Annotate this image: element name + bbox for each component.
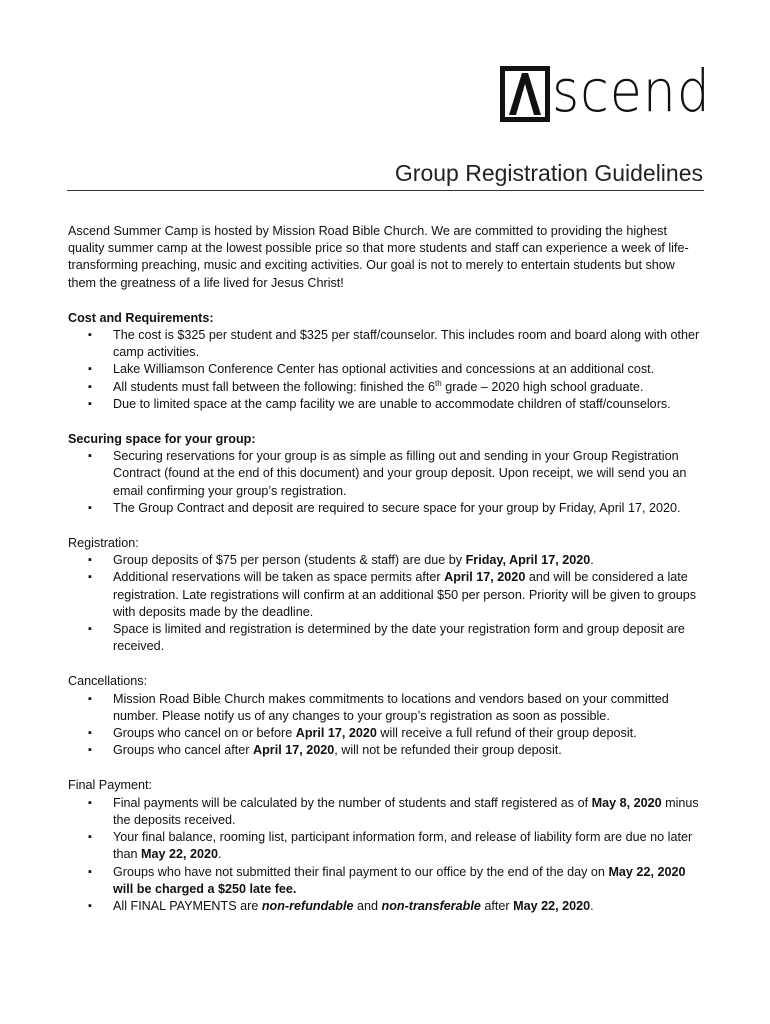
bold-date: May 22, 2020 xyxy=(141,847,219,862)
item-text: grade – 2020 high school graduate. xyxy=(441,379,644,394)
final-payment-list xyxy=(68,795,704,915)
item-text: Group deposits of $75 per person (students & staff) are due by xyxy=(113,553,466,568)
list-item xyxy=(68,864,704,898)
cost-list xyxy=(68,327,704,413)
bold-date: May 22, 2020 xyxy=(513,898,591,913)
list-item xyxy=(68,379,704,396)
cancellations-heading: Cancellations: xyxy=(68,674,148,689)
item-text: and xyxy=(353,898,382,913)
item-text: , will not be refunded their group deposit. xyxy=(334,743,562,758)
bold-date: Friday, April 17, 2020 xyxy=(465,553,591,568)
list-item xyxy=(68,898,704,915)
intro-paragraph: Ascend Summer Camp is hosted by Mission Road Bible Church. We are committed to providing the highest quality summer camp at the lowest possible price so that more students and staff can experience a week of life-transforming preaching, music and exciting activities. Our goal is not to merely to entertain students but show them the greatness of a life lived for Jesus Christ! xyxy=(68,224,689,290)
item-text: Groups who have not submitted their final payment to our office by the end of the day on xyxy=(113,864,609,879)
item-text: Groups who cancel after xyxy=(113,743,254,758)
page-title: Group Registration Guidelines xyxy=(394,160,703,186)
bold-date: April 17, 2020 xyxy=(444,570,526,585)
item-text: Groups who cancel on or before xyxy=(113,726,296,741)
list-item: ▪ Mission Road Bible Church makes commitments to locations and vendors based on your committed number. Please notify us of any changes to your group’s registration as soon as possible. xyxy=(68,691,704,725)
list-item: ▪ Due to limited space at the camp facility we are unable to accommodate children of staff/counselors. xyxy=(68,396,704,413)
list-item xyxy=(68,742,704,759)
logo-a-mark xyxy=(500,66,550,122)
ascend-logo xyxy=(498,57,711,125)
list-item: ▪ The cost is $325 per student and $325 per staff/counselor. This includes room and board along with other camp activities. xyxy=(68,327,704,361)
list-item: ▪ Securing reservations for your group is as simple as filling out and sending in your Group Registration Contract (found at the end of this document) and your group deposit. Upon receipt, we will send you an email confirming your group’s registration. xyxy=(68,448,704,500)
list-item xyxy=(68,552,704,569)
logo-a-glyph xyxy=(505,71,545,117)
item-text: . xyxy=(218,847,222,862)
bold-date: May 8, 2020 xyxy=(591,795,662,810)
superscript: th xyxy=(435,378,442,388)
bold-date: April 17, 2020 xyxy=(295,726,377,741)
final-payment-heading: Final Payment: xyxy=(68,778,152,793)
cancellations-list xyxy=(68,691,704,760)
title-divider xyxy=(67,190,704,191)
bold-date: April 17, 2020 xyxy=(253,743,335,758)
registration-list xyxy=(68,552,704,655)
list-item xyxy=(68,795,704,829)
item-text: All students must fall between the following: finished the 6 xyxy=(113,379,436,394)
bold-italic-text: non-transferable xyxy=(381,898,481,913)
logo-wordmark: scend xyxy=(552,57,711,125)
item-text: . xyxy=(590,553,594,568)
item-text: . xyxy=(590,898,594,913)
registration-heading: Registration: xyxy=(68,536,139,551)
cost-heading: Cost and Requirements: xyxy=(68,310,214,325)
item-text: and will be considered a late registration. Late registrations will confirm at an additional $50 per person. Priority will be given to groups with deposits made by the deadline. xyxy=(113,570,697,619)
item-text: Final payments will be calculated by the number of students and staff registered as of xyxy=(113,795,592,810)
item-text: All FINAL PAYMENTS are xyxy=(113,898,262,913)
securing-heading: Securing space for your group: xyxy=(68,432,256,447)
item-text: Additional reservations will be taken as space permits after xyxy=(113,570,445,585)
securing-list xyxy=(68,448,704,517)
list-item xyxy=(68,829,704,863)
document-body xyxy=(68,223,704,933)
list-item: ▪ The Group Contract and deposit are required to secure space for your group by Friday, April 17, 2020. xyxy=(68,500,704,517)
list-item: ▪ Space is limited and registration is determined by the date your registration form and group deposit are received. xyxy=(68,621,704,655)
list-item xyxy=(68,725,704,742)
list-item xyxy=(68,569,704,621)
bold-text: May 22, 2020 will be charged a $250 late fee. xyxy=(113,864,686,896)
list-item: ▪ Lake Williamson Conference Center has optional activities and concessions at an additional cost. xyxy=(68,361,704,378)
item-text: minus the deposits received. xyxy=(113,795,699,827)
item-text: Your final balance, rooming list, participant information form, and release of liability form are due no later than xyxy=(113,830,693,862)
item-text: after xyxy=(480,898,514,913)
item-text: will receive a full refund of their group deposit. xyxy=(376,726,637,741)
bold-italic-text: non-refundable xyxy=(261,898,354,913)
